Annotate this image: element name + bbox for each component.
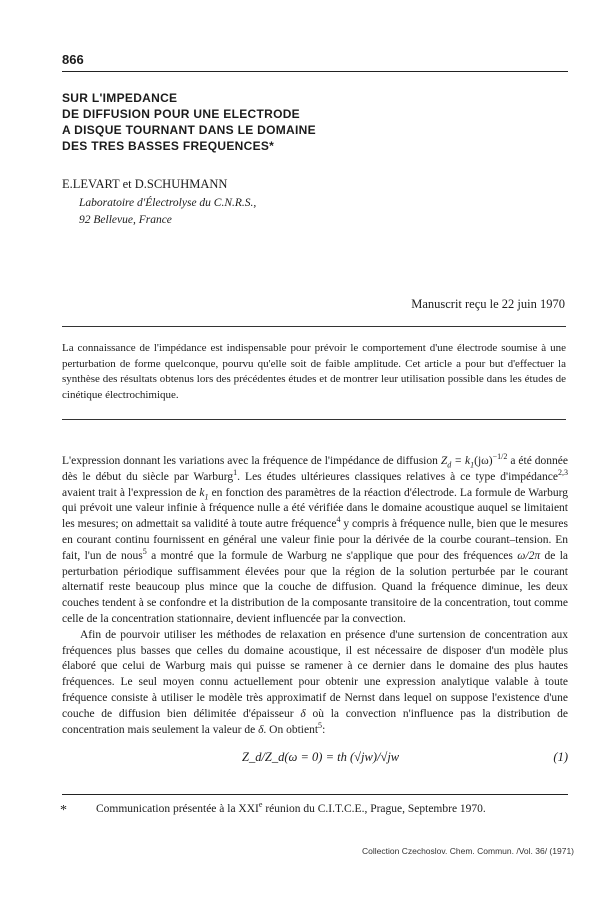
symbol: δ (300, 707, 306, 720)
reference-marker: 1 (233, 467, 238, 477)
subscript: 1 (470, 460, 475, 470)
symbol: Z (440, 455, 448, 467)
authors: E.LEVART et D.SCHUHMANN (62, 177, 228, 191)
abstract: La connaissance de l'impédance est indispensable pour prévoir le comportement d'une électrode soumise à une perturbation de forme quelconque, pourvu qu'elle soit de faible amplitude. Cet article a pour but d'effectuer la synthèse des résultats obtenus lors des précédentes études et de montrer leur utilisation possible dans les études de cinétique électrochimique. (62, 342, 566, 401)
reference-marker: 5 (318, 720, 323, 730)
title-line: SUR L'IMPEDANCE (62, 91, 178, 105)
equation-number: (1) (553, 750, 568, 765)
symbol: k (199, 486, 205, 499)
text-run: . Les études ultérieures classiques relatives à ce type d'impédance (237, 470, 558, 483)
page-number: 866 (62, 52, 568, 72)
title-line: A DISQUE TOURNANT DANS LE DOMAINE (62, 123, 316, 137)
text-run: L'expression donnant les variations avec la fréquence de l'impédance de diffusion (62, 455, 441, 467)
footnote-marker: * (60, 803, 67, 819)
text-run: de la perturbation périodique suffisamment élevées pour que la région de la solution perturbée par le courant alternatif reste beaucoup plus mince que la couche de diffusion. Quand la fréquence diminue, les deux couches tendent à se confondre et la distribution de la composante transitoire de la concentration, tout comme celle de la concentration stationnaire, devient influencée par la convection. (62, 549, 569, 625)
footnote-text (62, 800, 486, 816)
text-run: où la convection n'influence pas la distribution de concentration mais seulement la valeur de (62, 707, 568, 736)
symbol: δ (258, 723, 264, 736)
superscript: −1/2 (492, 452, 508, 462)
journal-reference: Collection Czechoslov. Chem. Commun. /Vol. 36/ (1971) (362, 846, 574, 856)
equation-1 (62, 750, 568, 770)
subscript: d (447, 460, 452, 470)
footnote (60, 800, 568, 819)
received-date: Manuscrit reçu le 22 juin 1970 (411, 297, 565, 311)
symbol: (jω) (474, 455, 493, 467)
affiliation (79, 195, 570, 229)
article-title (62, 90, 570, 154)
text-run: : (322, 723, 326, 736)
text-run: a été donnée dès le début du siècle par Warburg (62, 455, 568, 483)
text-run: a montré que la formule de Warburg ne s'applique que pour des fréquences (146, 549, 518, 562)
paragraph (62, 454, 568, 628)
symbol: = k (451, 455, 471, 467)
subscript: 1 (204, 491, 209, 501)
text-run: réunion du C.I.T.C.E., Prague, Septembre 1970. (262, 803, 486, 816)
reference-marker: 2,3 (557, 467, 568, 477)
superscript: e (258, 800, 263, 810)
text-run: Communication présentée à la XXI (96, 803, 259, 816)
text-run: y compris à fréquence nulle, bien que le mesures en courant continu fournissent en général une valeur finie pour la dérivée de la courbe courant–tension. En fait, l'un de nous (62, 518, 568, 562)
title-line: DE DIFFUSION POUR UNE ELECTRODE (62, 107, 300, 121)
footnote-rule (62, 794, 568, 795)
abstract-rule-top (62, 326, 566, 327)
title-line: DES TRES BASSES FREQUENCES* (62, 139, 275, 153)
affiliation-line: 92 Bellevue, France (79, 214, 172, 226)
abstract-rule-bottom (62, 419, 566, 420)
text-run: en fonction des paramètres de la réaction d'électrode. La formule de Warburg qui prévoit une valeur infinie à fréquence nulle a été vérifiée dans le domaine acoustique auquel se limitaient les mesures; on admettait sa validité à toute autre fréquence (62, 486, 568, 531)
article-body (62, 454, 568, 738)
paragraph (62, 628, 568, 739)
text-run: avaient trait à l'expression de (62, 486, 200, 499)
text-run: Afin de pourvoir utiliser les méthodes de relaxation en présence d'une surtension de concentration aux fréquences plus basses que celles du domaine acoustique, il est nécessaire de disposer d'un modèle plus élaboré que celui de Warburg mais qui puisse se ramener à ce dernier dans le domaine des plus hautes fréquences. Le seul moyen connu actuellement pour obtenir une expression analytique valable à toute fréquence consiste à utiliser le modèle très approximatif de Nernst dans lequel on suppose l'existence d'une couche de diffusion bien délimitée d'épaisseur (62, 628, 568, 720)
text-run: . On obtient (263, 723, 319, 736)
equation-formula: Z_d/Z_d(ω = 0) = th (√jw)/√jw (242, 750, 400, 765)
affiliation-line: Laboratoire d'Électrolyse du C.N.R.S., (79, 197, 257, 209)
reference-marker: 4 (336, 515, 341, 525)
symbol: ω/2π (517, 549, 541, 562)
reference-marker: 5 (142, 546, 147, 556)
